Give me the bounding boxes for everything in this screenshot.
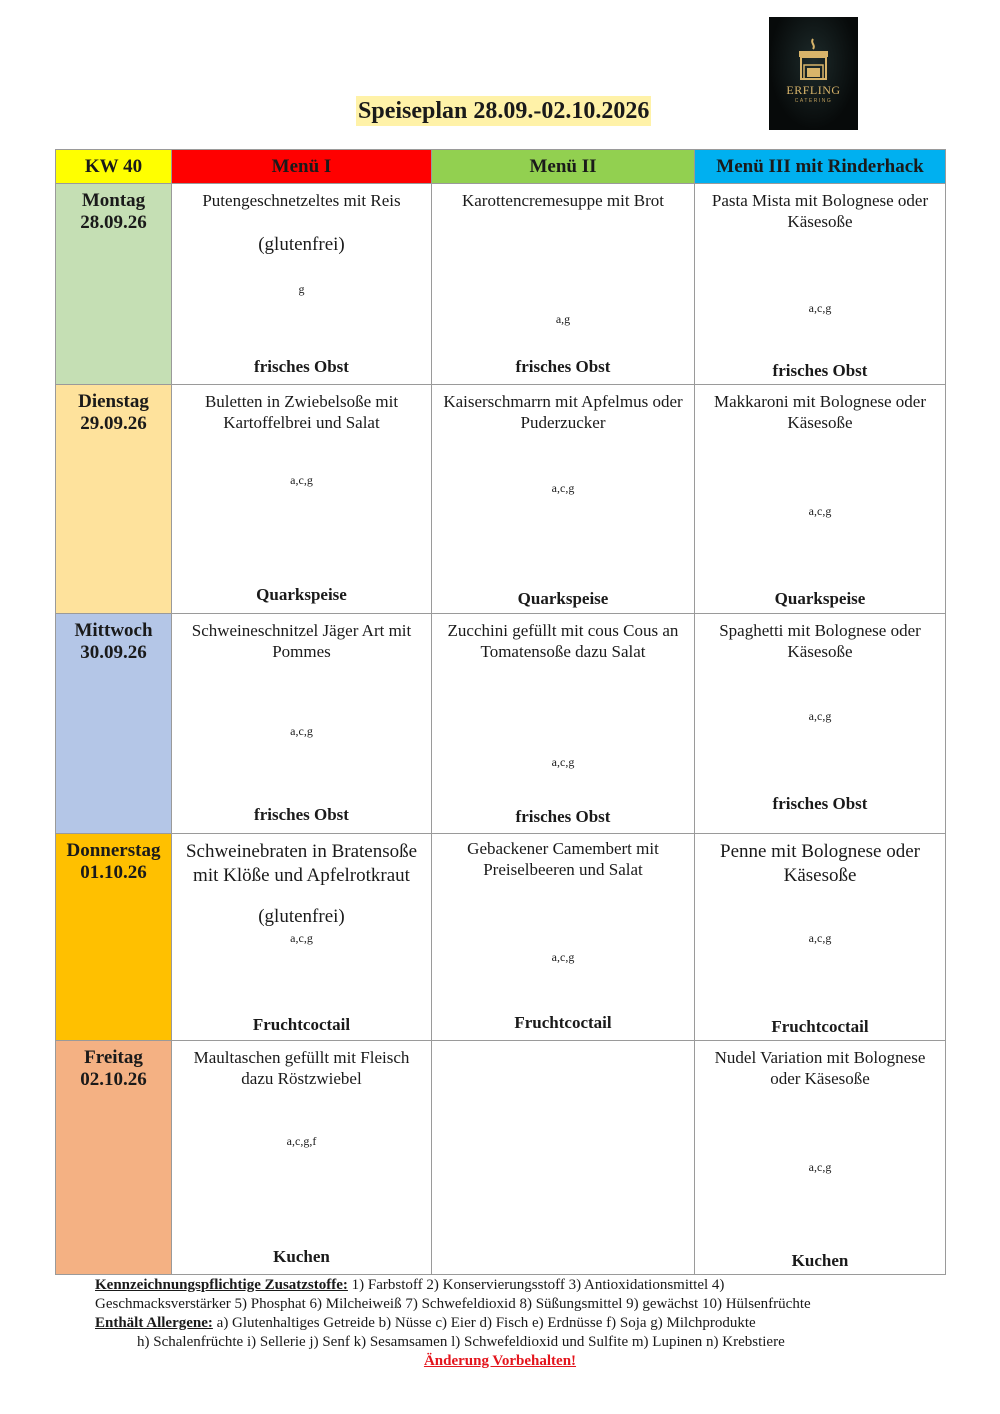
dish-name: Putengeschnetzeltes mit Reis [202, 191, 401, 210]
dessert: Fruchtcoctail [252, 1015, 351, 1034]
menu-cell [432, 614, 695, 834]
menu-cell [172, 184, 432, 385]
allergen-codes: a,c,g [808, 709, 832, 723]
additives-text-2: Geschmacksverstärker 5) Phosphat 6) Milcheiweiß 7) Schwefeldioxid 8) Süßungsmittel 9) gewächst 10) Hülsenfrüchte [95, 1296, 811, 1312]
day-date: 30.09.26 [80, 642, 147, 663]
day-cell-tuesday [56, 385, 172, 614]
dessert: Quarkspeise [517, 589, 609, 608]
table-row [56, 834, 946, 1041]
dish-note: (glutenfrei) [258, 234, 345, 255]
additives-label: Kennzeichnungspflichtige Zusatzstoffe: [95, 1277, 348, 1293]
menu-cell [432, 834, 695, 1041]
menu-cell [172, 614, 432, 834]
allergen-codes: a,c,g [808, 504, 832, 518]
menu-cell [172, 834, 432, 1041]
dish-name: Buletten in Zwiebelsoße mit Kartoffelbrei und Salat [204, 392, 399, 432]
allergen-codes: a,c,g [808, 931, 832, 945]
allergen-codes: a,c,g [808, 301, 832, 315]
erfling-logo [769, 17, 858, 130]
dish-note: (glutenfrei) [258, 906, 345, 927]
day-cell-monday [56, 184, 172, 385]
logo-subtitle: CATERING [794, 98, 833, 104]
allergen-codes: a,c,g [290, 724, 313, 738]
day-name: Montag [81, 190, 146, 211]
dish-name: Schweineschnitzel Jäger Art mit Pommes [191, 621, 412, 661]
day-name: Freitag [84, 1047, 143, 1068]
day-name: Mittwoch [74, 620, 153, 641]
dessert: frisches Obst [772, 794, 868, 813]
change-reserved-notice: Änderung Vorbehalten! [423, 1353, 577, 1369]
day-cell-thursday [56, 834, 172, 1041]
table-row [56, 614, 946, 834]
menu-cell [432, 184, 695, 385]
dessert: Quarkspeise [256, 585, 347, 604]
allergen-codes: a,c,g [551, 755, 575, 769]
allergen-codes: a,c,g,f [286, 1134, 317, 1148]
dish-name: Maultaschen gefüllt mit Fleisch dazu Röstzwiebel [193, 1048, 410, 1088]
menu-cell [432, 385, 695, 614]
dish-name: Pasta Mista mit Bolognese oder Käsesoße [711, 191, 929, 231]
allergen-codes: a,c,g [551, 950, 575, 964]
menu-cell [695, 184, 946, 385]
dessert: frisches Obst [515, 357, 611, 376]
week-number: KW 40 [56, 150, 172, 184]
day-date: 28.09.26 [80, 212, 147, 233]
menu-2-header: Menü II [432, 150, 695, 184]
logo-wordmark: ERFLING [786, 83, 841, 97]
dish-name: Karottencremesuppe mit Brot [461, 191, 665, 210]
dish-name: Schweinebraten in Bratensoße mit Klöße und Apfelrotkraut [185, 841, 418, 886]
menu-table [55, 149, 946, 1275]
table-row [56, 184, 946, 385]
allergens-text-2: h) Schalenfrüchte i) Sellerie j) Senf k) Sesamsamen l) Schwefeldioxid und Sulfite m) Lupinen n) Krebstiere [137, 1334, 785, 1350]
allergen-codes: a,c,g [551, 481, 575, 495]
menu-cell [695, 614, 946, 834]
allergens-text-1: a) Glutenhaltiges Getreide b) Nüsse c) Eier d) Fisch e) Erdnüsse f) Soja g) Milchprodukte [216, 1315, 756, 1331]
dish-name: Gebackener Camembert mit Preiselbeeren und Salat [467, 839, 659, 879]
allergens-line-1 [95, 1314, 925, 1333]
allergen-codes: a,c,g [290, 931, 313, 945]
day-name: Dienstag [78, 391, 149, 412]
day-date: 02.10.26 [80, 1069, 147, 1090]
allergen-codes: a,g [555, 312, 571, 326]
dessert: frisches Obst [254, 357, 349, 376]
menu-cell [172, 385, 432, 614]
additives-line-1 [95, 1276, 925, 1295]
table-header-row [56, 150, 946, 184]
day-date: 29.09.26 [80, 413, 147, 434]
dessert: Fruchtcoctail [514, 1013, 612, 1032]
page-title: Speiseplan 28.09.-02.10.2026 [358, 98, 650, 124]
menu-cell [695, 834, 946, 1041]
menu-cell [695, 385, 946, 614]
day-date: 01.10.26 [80, 862, 147, 883]
day-cell-friday [56, 1041, 172, 1275]
dessert: Kuchen [791, 1251, 849, 1270]
dish-name: Nudel Variation mit Bolognese oder Käsesoße [714, 1048, 926, 1088]
dish-name: Spaghetti mit Bolognese oder Käsesoße [719, 621, 921, 661]
dish-name: Kaiserschmarrn mit Apfelmus oder Puderzucker [443, 392, 683, 432]
dessert: frisches Obst [254, 805, 349, 824]
menu-cell [172, 1041, 432, 1275]
dessert: frisches Obst [772, 361, 868, 380]
chef-hat-icon [791, 37, 836, 83]
table-row [56, 385, 946, 614]
allergens-label: Enthält Allergene: [95, 1315, 213, 1331]
allergen-codes: a,c,g [290, 473, 313, 487]
dessert: Quarkspeise [774, 589, 866, 608]
dish-name: Makkaroni mit Bolognese oder Käsesoße [714, 392, 926, 432]
dessert: Kuchen [273, 1247, 330, 1266]
menu-cell [695, 1041, 946, 1275]
dessert: frisches Obst [515, 807, 611, 826]
dish-name: Zucchini gefüllt mit cous Cous an Tomatensoße dazu Salat [447, 621, 679, 661]
day-name: Donnerstag [66, 840, 161, 861]
allergen-codes: a,c,g [808, 1160, 832, 1174]
day-cell-wednesday [56, 614, 172, 834]
table-row [56, 1041, 946, 1275]
dessert: Fruchtcoctail [771, 1017, 869, 1036]
allergen-codes: g [298, 282, 305, 296]
additives-text-1: 1) Farbstoff 2) Konservierungsstoff 3) Antioxidationsmittel 4) [351, 1277, 725, 1293]
menu-cell [432, 1041, 695, 1275]
menu-3-header: Menü III mit Rinderhack [695, 150, 946, 184]
dish-name: Penne mit Bolognese oder Käsesoße [720, 841, 920, 886]
menu-1-header: Menü I [172, 150, 432, 184]
footer-legend [95, 1276, 925, 1352]
